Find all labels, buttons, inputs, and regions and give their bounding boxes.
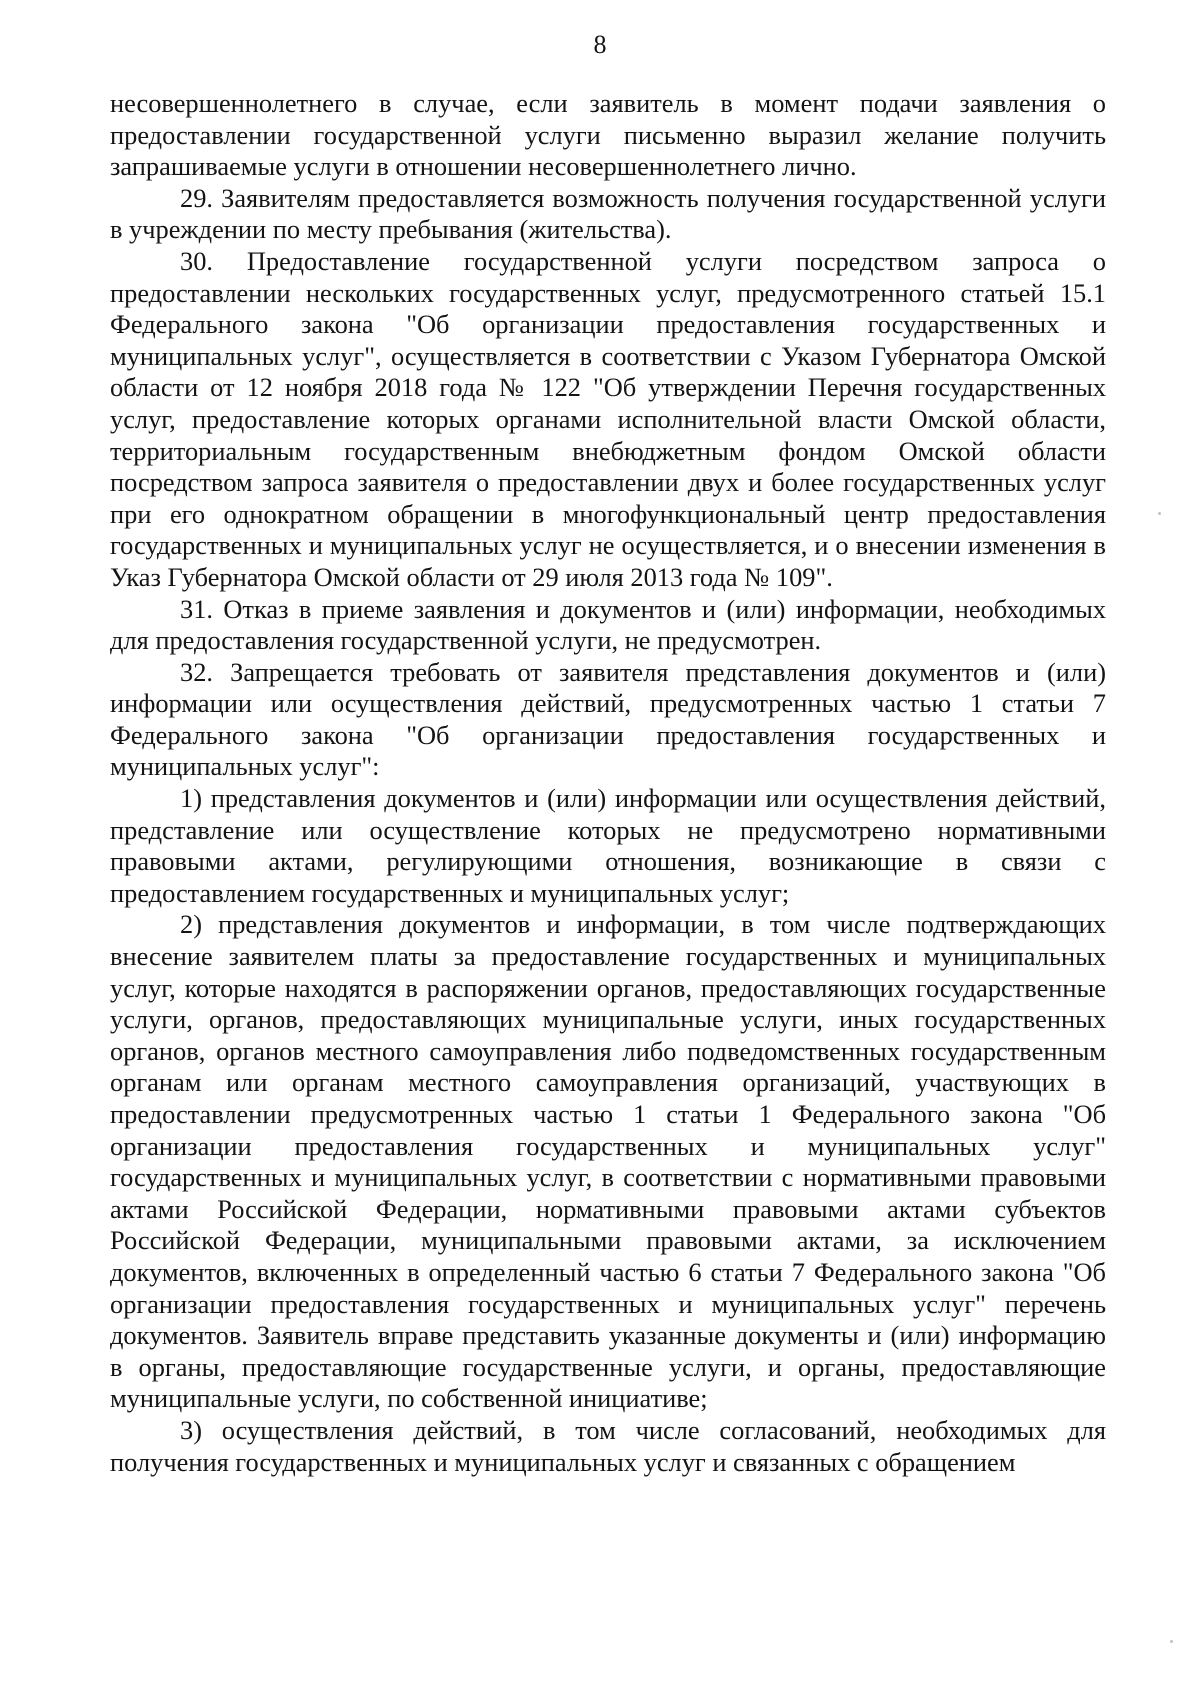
paragraph-32: 32. Запрещается требовать от заявителя представления документов и (или) информации или осуществления действий, предусмотренных частью 1 статьи 7 Федерального закона "Об организации предоставления государственных и муниципальных услуг": (110, 656, 1106, 782)
paragraph-32-item-3: 3) осуществления действий, в том числе согласований, необходимых для получения государственных и муниципальных услуг и связанных с обращением (110, 1414, 1106, 1477)
paragraph-continuation: несовершеннолетнего в случае, если заявитель в момент подачи заявления о предоставлении государственной услуги письменно выразил желание получить запрашиваемые услуги в отношении несовершеннолетнего лично. (110, 88, 1106, 182)
paragraph-32-item-1: 1) представления документов и (или) информации или осуществления действий, представление или осуществление которых не предусмотрено нормативными правовыми актами, регулирующими отношения, возникающие в связи с предоставлением государственных и муниципальных услуг; (110, 783, 1106, 908)
document-body (110, 88, 1106, 1478)
paragraph-31: 31. Отказ в приеме заявления и документов и (или) информации, необходимых для предоставления государственной услуги, не предусмотрен. (110, 593, 1106, 656)
page-number: 8 (593, 30, 607, 59)
paragraph-32-item-2: 2) представления документов и информации, в том числе подтверждающих внесение заявителем платы за предоставление государственных и муниципальных услуг, которые находятся в распоряжении органов, предоставляющих государственные услуги, органов, предоставляющих муниципальные услуги, иных государственных органов, органов местного самоуправления либо подведомственных государственным органам или органам местного самоуправления организаций, участвующих в предоставлении предусмотренных частью 1 статьи 1 Федерального закона "Об организации предоставления государственных и муниципальных услуг" государственных и муниципальных услуг, в соответствии с нормативными правовыми актами Российской Федерации, нормативными правовыми актами субъектов Российской Федерации, муниципальными правовыми актами, за исключением документов, включенных в определенный частью 6 статьи 7 Федерального закона "Об организации предоставления государственных и муниципальных услуг" перечень документов. Заявитель вправе представить указанные документы и (или) информацию в органы, предоставляющие государственные услуги, и органы, предоставляющие муниципальные услуги, по собственной инициативе; (110, 909, 1106, 1414)
scan-speck (1158, 512, 1161, 515)
scan-speck (1170, 1640, 1173, 1643)
paragraph-29: 29. Заявителям предоставляется возможность получения государственной услуги в учреждении по месту пребывания (жительства). (110, 182, 1106, 245)
paragraph-30: 30. Предоставление государственной услуги посредством запроса о предоставлении нескольких государственных услуг, предусмотренного статьей 15.1 Федерального закона "Об организации предоставления государственных и муниципальных услуг", осуществляется в соответствии с Указом Губернатора Омской области от 12 ноября 2018 года № 122 "Об утверждении Перечня государственных услуг, предоставление которых органами исполнительной власти Омской области, территориальным государственным внебюджетным фондом Омской области посредством запроса заявителя о предоставлении двух и более государственных услуг при его однократном обращении в многофункциональный центр предоставления государственных и муниципальных услуг не осуществляется, и о внесении изменения в Указ Губернатора Омской области от 29 июля 2013 года № 109". (110, 245, 1106, 592)
